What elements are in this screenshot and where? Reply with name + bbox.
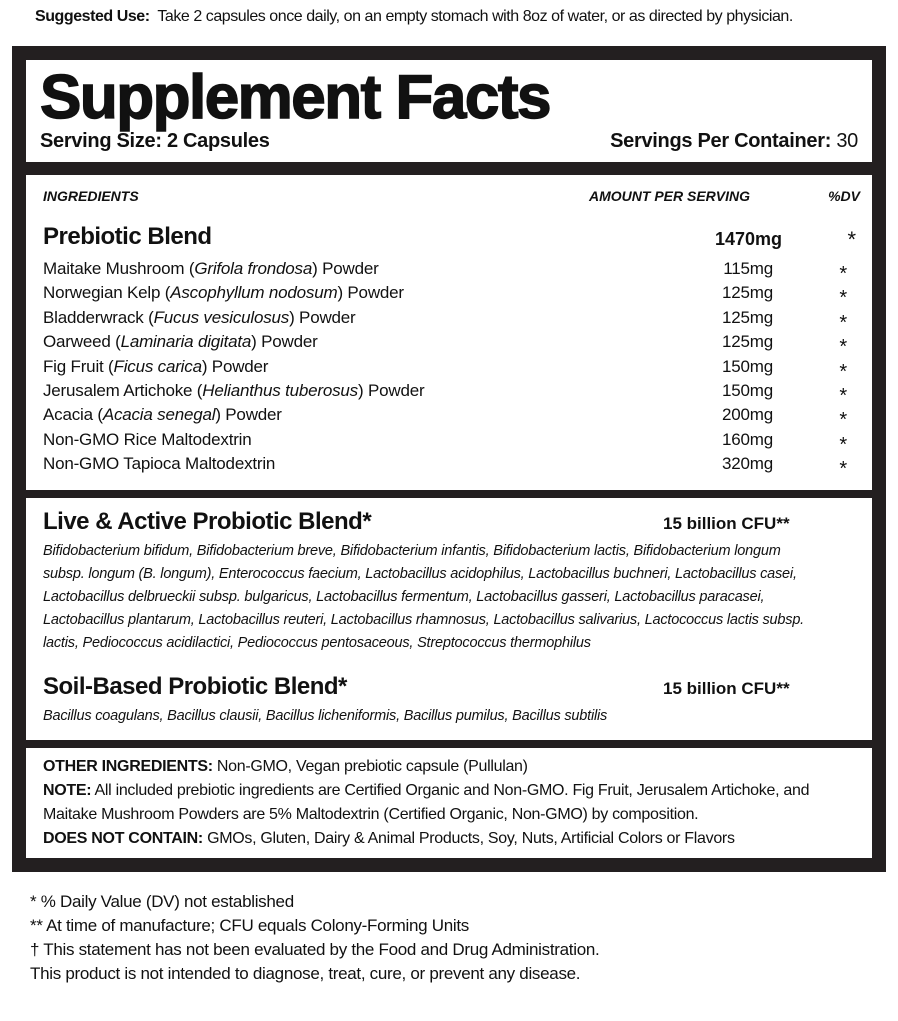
prebiotic-blend-dv: * xyxy=(847,227,856,252)
ingredient-name xyxy=(43,454,275,474)
ingredient-name-prefix: Fig Fruit ( xyxy=(43,356,114,376)
ingredient-dv: * xyxy=(839,409,847,432)
soil-probiotic-amount: 15 billion CFU** xyxy=(663,679,790,698)
footnote: * % Daily Value (DV) not established xyxy=(30,892,294,911)
ingredient-name-prefix: Maitake Mushroom ( xyxy=(43,259,195,278)
ingredient-amount: 150mg xyxy=(722,381,773,400)
ingredient-amount: 125mg xyxy=(722,332,773,352)
ingredient-row xyxy=(43,283,863,310)
ingredient-name-suffix: ) Powder xyxy=(337,283,404,303)
ingredient-name xyxy=(43,430,252,450)
ingredient-amount: 150mg xyxy=(722,356,773,376)
ingredient-name-prefix: Non-GMO Tapioca Maltodextrin xyxy=(43,454,276,474)
ingredient-name xyxy=(43,283,404,303)
other-ingredients-section xyxy=(26,748,872,858)
ingredient-latin-name: Grifola frondosa xyxy=(194,259,313,278)
ingredient-amount: 200mg xyxy=(722,405,773,425)
prebiotic-blend-name: Prebiotic Blend xyxy=(43,223,212,250)
footnote: † This statement has not been evaluated by the Food and Drug Administration. xyxy=(30,940,600,959)
header-dv: %DV xyxy=(828,188,860,204)
ingredient-dv: * xyxy=(839,287,847,310)
ingredients-section xyxy=(26,175,872,490)
footnote: This product is not intended to diagnose, treat, cure, or prevent any disease. xyxy=(30,964,581,983)
ingredient-dv: * xyxy=(839,433,847,456)
ingredient-row xyxy=(43,430,863,454)
ingredient-row xyxy=(43,357,863,381)
servings-per-container xyxy=(610,130,858,153)
ingredient-latin-name: Acacia senegal xyxy=(102,405,216,425)
ingredient-dv: * xyxy=(839,263,847,285)
header-amount: AMOUNT PER SERVING xyxy=(589,188,751,204)
note-label: NOTE: xyxy=(43,782,92,799)
ingredient-amount: 125mg xyxy=(722,283,773,303)
servings-value: 30 xyxy=(836,130,858,152)
ingredient-name-prefix: Acacia ( xyxy=(43,405,103,425)
note-line-2: Maitake Mushroom Powders are 5% Maltodextrin (Certified Organic, Non-GMO) by composition. xyxy=(43,806,699,823)
suggested-use-text: Take 2 capsules once daily, on an empty stomach with 8oz of water, or as directed by physician. xyxy=(157,8,793,25)
live-probiotic-strains: Lactobacillus plantarum, Lactobacillus reuteri, Lactobacillus rhamnosus, Lactobacillus salivarius, Lactococcus lactis subsp. xyxy=(43,612,805,628)
ingredient-name-suffix: ) Powder xyxy=(251,332,318,352)
ingredient-name xyxy=(43,405,282,425)
dnc-text: GMOs, Gluten, Dairy & Animal Products, Soy, Nuts, Artificial Colors or Flavors xyxy=(202,830,735,847)
ingredient-name xyxy=(43,308,356,328)
ingredient-row xyxy=(43,454,863,481)
ingredient-row xyxy=(43,332,863,359)
other-ingredients xyxy=(43,758,528,776)
ingredient-name-prefix: Non-GMO Rice Maltodextrin xyxy=(43,429,252,449)
note-text: All included prebiotic ingredients are Certified Organic and Non-GMO. Fig Fruit, Jerusalem Artichoke, and xyxy=(91,782,810,799)
ingredient-name-suffix: ) Powder xyxy=(312,259,379,278)
ingredient-name-prefix: Jerusalem Artichoke ( xyxy=(43,381,203,400)
ingredient-amount: 125mg xyxy=(722,307,773,327)
ingredient-latin-name: Ficus carica xyxy=(113,356,202,376)
ingredient-dv: * xyxy=(839,360,847,383)
ingredient-dv: * xyxy=(839,458,847,481)
ingredient-amount: 160mg xyxy=(722,429,773,449)
servings-label: Servings Per Container: xyxy=(610,130,832,152)
ingredient-dv: * xyxy=(839,311,847,334)
serving-size: Serving Size: 2 Capsules xyxy=(40,130,270,152)
ingredient-dv: * xyxy=(839,336,847,359)
live-probiotic-strains: lactis, Pediococcus acidilactici, Pediococcus pentosaceous, Streptococcus thermophilus xyxy=(43,635,591,651)
ingredient-amount: 115mg xyxy=(723,259,773,278)
other-label: OTHER INGREDIENTS: xyxy=(43,758,213,775)
ingredient-name-suffix: ) Powder xyxy=(201,356,269,376)
ingredient-latin-name: Laminaria digitata xyxy=(120,332,252,352)
live-probiotic-strains: subsp. longum (B. longum), Enterococcus faecium, Lactobacillus acidophilus, Lactobacillus buchneri, Lactobacillus casei, xyxy=(43,566,797,582)
live-probiotic-amount: 15 billion CFU** xyxy=(663,514,790,533)
ingredient-row xyxy=(43,405,863,432)
soil-probiotic-name: Soil-Based Probiotic Blend* xyxy=(43,673,347,700)
ingredient-name xyxy=(43,357,268,377)
title-section xyxy=(26,60,872,162)
does-not-contain xyxy=(43,830,735,848)
ingredient-row xyxy=(43,381,863,405)
ingredient-dv: * xyxy=(839,385,847,407)
ingredient-name-prefix: Bladderwrack ( xyxy=(43,307,154,327)
other-text: Non-GMO, Vegan prebiotic capsule (Pullulan) xyxy=(212,758,528,775)
ingredient-row xyxy=(43,308,863,332)
dnc-label: DOES NOT CONTAIN: xyxy=(43,830,203,847)
ingredient-name xyxy=(43,381,424,401)
ingredient-amount: 320mg xyxy=(722,454,773,474)
ingredient-name-suffix: ) Powder xyxy=(215,405,282,425)
ingredient-name xyxy=(43,259,379,279)
probiotic-section xyxy=(26,498,872,740)
header-ingredients: INGREDIENTS xyxy=(43,188,139,204)
footnote: ** At time of manufacture; CFU equals Colony-Forming Units xyxy=(30,916,469,935)
suggested-use-label: Suggested Use: xyxy=(35,8,150,25)
live-probiotic-strains: Lactobacillus delbrueckii subsp. bulgaricus, Lactobacillus fermentum, Lactobacillus gasseri, Lactobacillus paracasei, xyxy=(43,589,765,605)
ingredient-row xyxy=(43,259,863,283)
page-title: Supplement Facts xyxy=(40,63,550,132)
live-probiotic-name: Live & Active Probiotic Blend* xyxy=(43,508,372,535)
ingredient-name-prefix: Oarweed ( xyxy=(43,332,121,352)
ingredient-latin-name: Fucus vesiculosus xyxy=(153,307,290,327)
ingredient-name-suffix: ) Powder xyxy=(357,381,425,400)
ingredient-name-prefix: Norwegian Kelp ( xyxy=(43,283,171,303)
prebiotic-blend-amount: 1470mg xyxy=(714,229,782,249)
suggested-use xyxy=(35,8,793,26)
live-probiotic-strains: Bifidobacterium bifidum, Bifidobacterium breve, Bifidobacterium infantis, Bifidobacterium lactis, Bifidobacterium longum xyxy=(43,543,781,559)
ingredient-latin-name: Helianthus tuberosus xyxy=(202,381,358,400)
ingredient-name xyxy=(43,332,318,352)
soil-probiotic-strains: Bacillus coagulans, Bacillus clausii, Bacillus licheniformis, Bacillus pumilus, Bacillus subtilis xyxy=(43,708,608,724)
ingredient-latin-name: Ascophyllum nodosum xyxy=(170,283,338,303)
ingredient-name-suffix: ) Powder xyxy=(289,307,356,327)
note xyxy=(43,782,809,800)
